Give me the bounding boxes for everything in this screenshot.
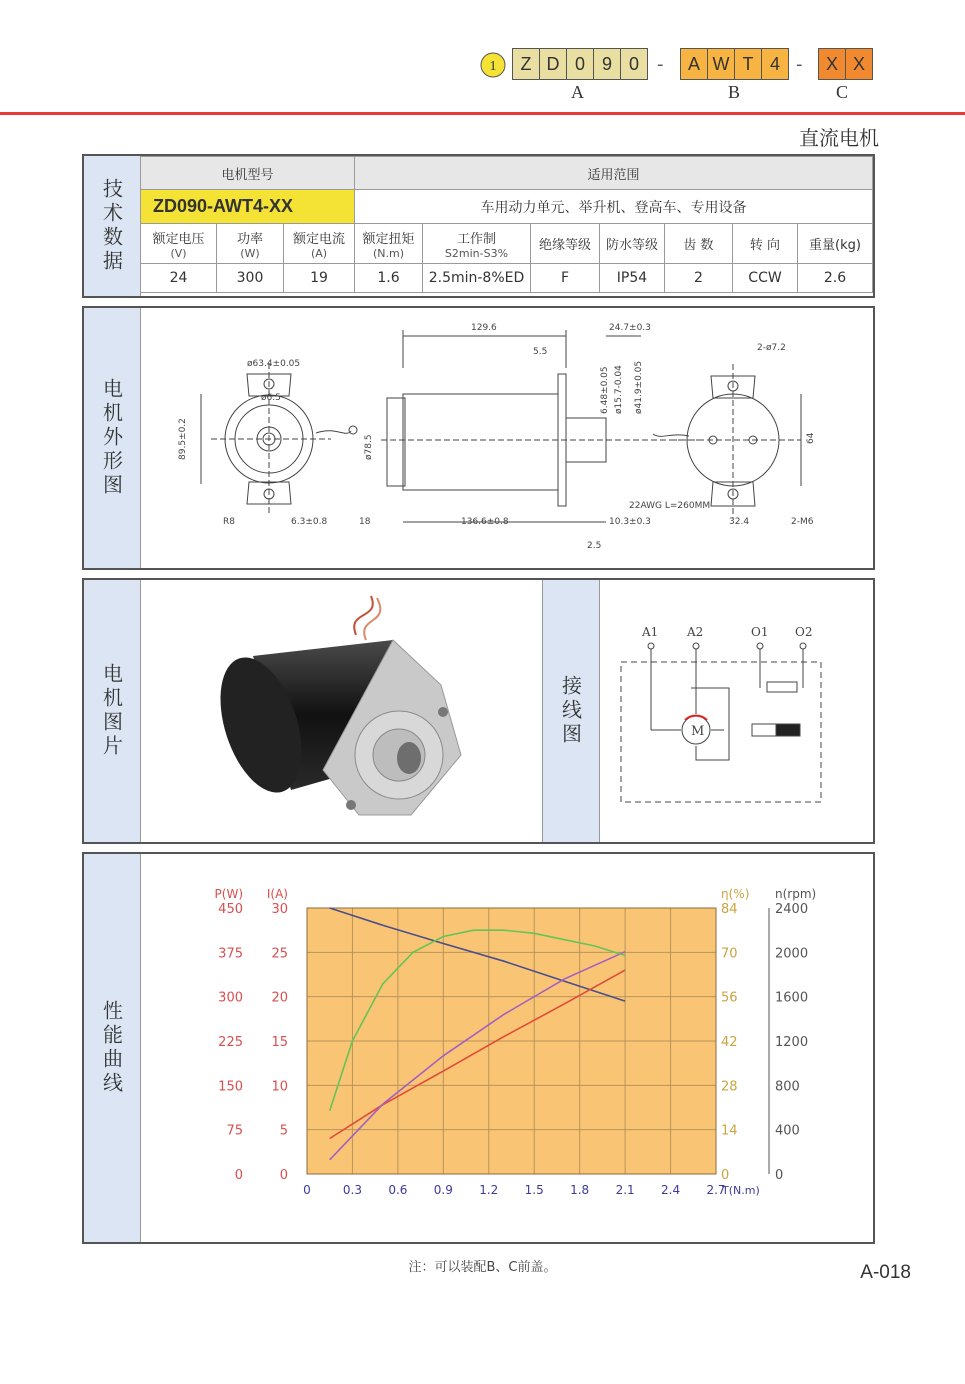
- y-tick-label: 75: [226, 1123, 243, 1139]
- y-tick-label: 5: [279, 1123, 288, 1139]
- spec-value: 300: [217, 264, 284, 293]
- y-tick-label: 2000: [775, 946, 809, 962]
- spec-value: 24: [141, 264, 217, 293]
- chart-side: [84, 854, 141, 1242]
- photo-side-label: 电机图片: [99, 663, 124, 759]
- x-tick-label: 2.1: [615, 1183, 635, 1197]
- label-b: B: [728, 82, 741, 102]
- spec-header-cell: 重量(kg): [798, 224, 873, 264]
- range-value: 车用动力单元、举升机、登高车、专用设备: [355, 190, 873, 224]
- spec-header-cell: 齿 数: [665, 224, 733, 264]
- x-tick-label: 2.7: [706, 1183, 726, 1197]
- spec-header-cell: 额定电流 (A): [284, 224, 355, 264]
- photo-panel: [82, 578, 875, 844]
- y-tick-label: 0: [721, 1168, 730, 1183]
- dim-label: 2.5: [587, 541, 602, 551]
- y-axis-label: I(A): [266, 887, 288, 901]
- x-tick-label: 2.4: [661, 1183, 681, 1197]
- dim-label: 24.7±0.3: [609, 323, 651, 333]
- wiring-side: [542, 580, 600, 842]
- y-tick-label: 25: [271, 946, 288, 962]
- terminal-o1: O1: [751, 625, 769, 639]
- dim-label: 18: [359, 517, 371, 527]
- code-part-a: Z D 0 9 0: [512, 48, 647, 80]
- drawing-side-label: 电机外形图: [99, 378, 124, 498]
- y-tick-label: 0: [234, 1168, 243, 1183]
- y-tick-label: 300: [218, 990, 243, 1006]
- y-tick-label: 20: [271, 990, 288, 1006]
- svg-text:1: 1: [489, 59, 497, 74]
- terminal-o2: O2: [795, 625, 813, 639]
- x-tick-label: 1.2: [479, 1183, 499, 1197]
- spec-header-cell: 工作制 S2min-S3%: [423, 224, 531, 264]
- spec-header-row: [141, 224, 873, 264]
- spec-header-cell: 绝缘等级: [531, 224, 600, 264]
- dimension-drawing: [141, 308, 873, 568]
- y-tick-label: 28: [721, 1079, 738, 1095]
- code-part-b: A W T 4: [680, 48, 788, 80]
- y-tick-label: 1200: [775, 1035, 809, 1050]
- spec-side: [84, 156, 141, 296]
- spec-value: CCW: [733, 264, 798, 293]
- spec-value: 2.6: [798, 264, 873, 293]
- performance-chart: [141, 854, 873, 1242]
- wiring-side-label: 接线图: [558, 675, 583, 747]
- chart-panel: [82, 852, 875, 1244]
- label-c: C: [836, 82, 849, 102]
- range-header: 适用范围: [355, 157, 873, 190]
- spec-header-cell: 额定扭矩 (N.m): [355, 224, 423, 264]
- spec-value: 19: [284, 264, 355, 293]
- drawing-panel: [82, 306, 875, 570]
- dim-label: 32.4: [729, 517, 750, 527]
- spec-value: 1.6: [355, 264, 423, 293]
- dim-label: 136.6±0.8: [461, 517, 509, 527]
- model-header: 电机型号: [141, 157, 355, 190]
- dim-label: R8: [223, 517, 235, 527]
- terminal-a2: A2: [687, 625, 704, 639]
- dim-label: ø41.9±0.05: [634, 360, 644, 414]
- wiring-diagram: [599, 580, 873, 842]
- dim-label: ø78.5: [364, 434, 374, 460]
- spec-value: 2.5min-8%ED: [423, 264, 531, 293]
- dim-label: 2-ø7.2: [757, 343, 786, 353]
- dim-label: 6.3±0.8: [291, 517, 328, 527]
- spec-value-row: [141, 264, 873, 293]
- y-tick-label: 2400: [775, 902, 809, 917]
- spec-header-cell: 转 向: [733, 224, 798, 264]
- dim-label: 5.5: [533, 347, 548, 357]
- motor-photo: [141, 580, 541, 842]
- spec-value: 2: [665, 264, 733, 293]
- y-tick-label: 84: [721, 902, 738, 917]
- y-tick-label: 0: [775, 1168, 784, 1183]
- y-tick-label: 375: [218, 946, 243, 962]
- dim-label: 10.3±0.3: [609, 517, 651, 527]
- x-tick-label: 0: [303, 1183, 311, 1197]
- spec-panel: [82, 154, 875, 298]
- circle-number: [480, 52, 506, 78]
- y-axis-label: P(W): [214, 887, 243, 901]
- front-view: [201, 363, 357, 513]
- y-tick-label: 450: [218, 902, 243, 917]
- chart-side-label: 性能曲线: [99, 1000, 124, 1096]
- spec-table: [140, 156, 873, 293]
- y-tick-label: 1600: [775, 990, 809, 1006]
- terminal-a1: A1: [642, 625, 659, 639]
- dim-label: 2-M6: [791, 517, 814, 527]
- x-axis-label: T(N.m): [722, 1184, 760, 1197]
- header-rule: [0, 112, 965, 115]
- drawing-side: [84, 308, 141, 568]
- spec-value: IP54: [600, 264, 665, 293]
- dim-label: ø15.7-0.04: [614, 365, 624, 414]
- spec-value: F: [531, 264, 600, 293]
- x-tick-label: 1.5: [524, 1183, 544, 1197]
- photo-side: [84, 580, 141, 842]
- section-title: 直流电机: [799, 126, 879, 150]
- dim-label: 22AWG L=260MM: [629, 501, 711, 511]
- footnote: 注：可以装配B、C前盖。: [408, 1260, 557, 1275]
- page-number: A-018: [860, 1262, 911, 1283]
- y-tick-label: 30: [271, 902, 288, 917]
- x-tick-label: 0.3: [342, 1183, 362, 1197]
- rear-view: [653, 364, 801, 518]
- y-tick-label: 400: [775, 1123, 800, 1139]
- spec-side-label: 技术数据: [99, 178, 124, 274]
- y-tick-label: 10: [271, 1079, 288, 1095]
- spec-header-cell: 额定电压 (V): [141, 224, 217, 264]
- label-a: A: [571, 82, 584, 102]
- motor-symbol: M: [691, 724, 705, 739]
- x-tick-label: 0.6: [388, 1183, 408, 1197]
- y-tick-label: 14: [721, 1123, 738, 1139]
- dim-label: ø6.5: [261, 393, 281, 403]
- spec-header-cell: 功率 (W): [217, 224, 284, 264]
- spec-header-cell: 防水等级: [600, 224, 665, 264]
- y-tick-label: 0: [279, 1168, 288, 1183]
- model-value: ZD090-AWT4-XX: [141, 190, 355, 224]
- y-tick-label: 42: [721, 1035, 738, 1050]
- y-axis-label: η(%): [721, 887, 750, 901]
- y-tick-label: 150: [218, 1079, 243, 1095]
- dimension-labels: [178, 323, 816, 551]
- y-tick-label: 800: [775, 1079, 800, 1095]
- y-tick-label: 15: [271, 1035, 288, 1050]
- y-tick-label: 225: [218, 1035, 243, 1050]
- side-view: [381, 330, 701, 522]
- y-tick-label: 56: [721, 990, 738, 1006]
- x-tick-label: 0.9: [433, 1183, 453, 1197]
- y-axis-label: n(rpm): [775, 887, 817, 901]
- code-part-c: X X: [818, 48, 872, 80]
- dim-label: 64: [806, 432, 816, 444]
- dim-label: 129.6: [471, 323, 497, 333]
- dim-label: ø63.4±0.05: [247, 359, 301, 369]
- y-tick-label: 70: [721, 946, 738, 962]
- x-tick-label: 1.8: [570, 1183, 590, 1197]
- dim-label: 6.48±0.05: [600, 366, 610, 414]
- dim-label: 89.5±0.2: [178, 418, 188, 460]
